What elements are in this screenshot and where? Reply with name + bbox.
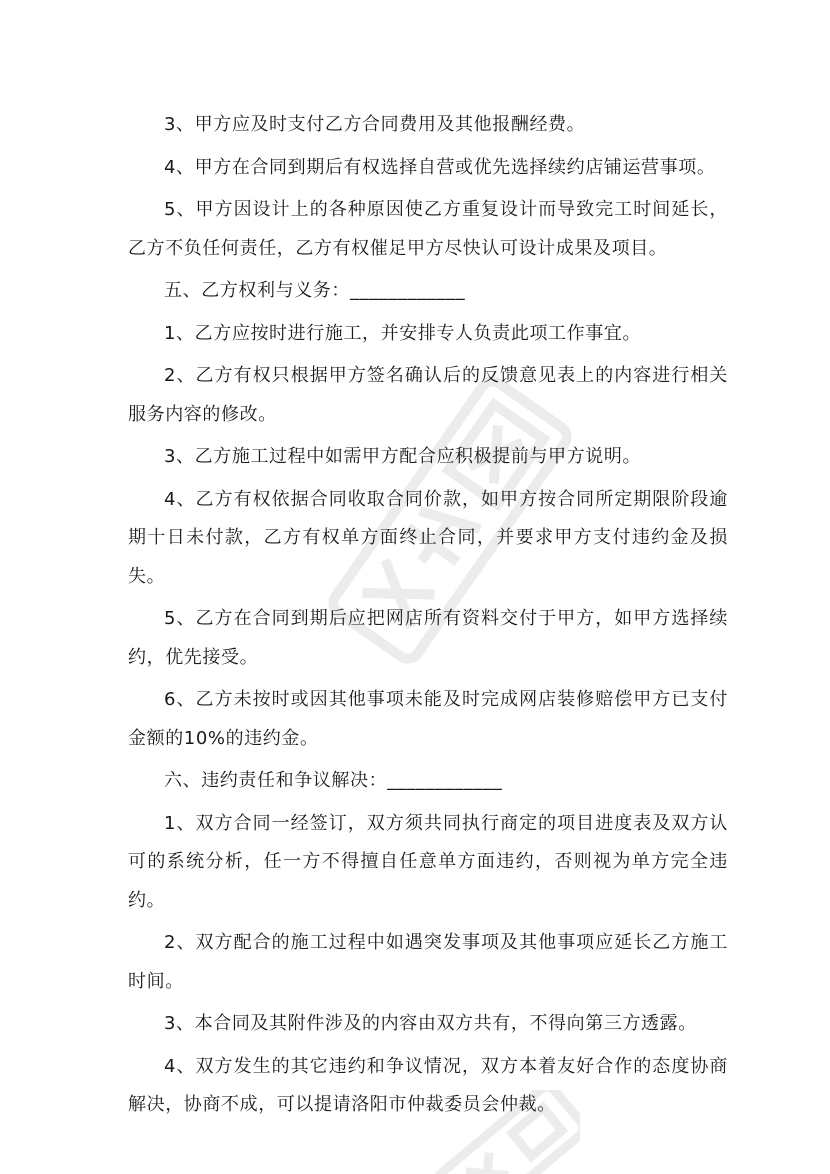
paragraph: 6、乙方未按时或因其他事项未能及时完成网店装修赔偿甲方已支付金额的10%的违约金。 xyxy=(128,689,728,749)
section-heading: 五、乙方权利与义务：____________ xyxy=(164,280,466,301)
paragraph: 2、双方配合的施工过程中如遇突发事项及其他事项应延长乙方施工时间。 xyxy=(128,932,728,992)
paragraph: 4、乙方有权依据合同收取合同价款，如甲方按合同所定期限阶段逾期十日未付款，乙方有权单方面终止合同，并要求甲方支付违约金及损失。 xyxy=(128,488,728,587)
paragraph: 3、本合同及其附件涉及的内容由双方共有，不得向第三方透露。 xyxy=(164,1013,697,1034)
paragraph: 1、双方合同一经签订，双方须共同执行商定的项目进度表及双方认可的系统分析，任一方不得擅自任意单方面违约，否则视为单方完全违约。 xyxy=(128,812,728,911)
section-heading: 六、违约责任和争议解决：____________ xyxy=(164,770,503,791)
paragraph: 4、甲方在合同到期后有权选择自营或优先选择续约店铺运营事项。 xyxy=(164,156,716,178)
paragraph: 3、乙方施工过程中如需甲方配合应积极提前与甲方说明。 xyxy=(164,446,642,467)
paragraph: 5、乙方在合同到期后应把网店所有资料交付于甲方，如甲方选择续约，优先接受。 xyxy=(128,608,728,668)
document-body xyxy=(128,106,728,1129)
paragraph: 2、乙方有权只根据甲方签名确认后的反馈意见表上的内容进行相关服务内容的修改。 xyxy=(128,365,728,425)
paragraph: 1、乙方应按时进行施工，并安排专人负责此项工作事宜。 xyxy=(164,322,642,344)
paragraph: 4、双方发生的其它违约和争议情况，双方本着友好合作的态度协商解决，协商不成，可以提请洛阳市仲裁委员会仲裁。 xyxy=(128,1055,728,1115)
paragraph: 5、甲方因设计上的各种原因使乙方重复设计而导致完工时间延长，乙方不负任何责任，乙方有权催足甲方尽快认可设计成果及项目。 xyxy=(128,199,728,259)
paragraph: 3、甲方应及时支付乙方合同费用及其他报酬经费。 xyxy=(164,114,586,135)
